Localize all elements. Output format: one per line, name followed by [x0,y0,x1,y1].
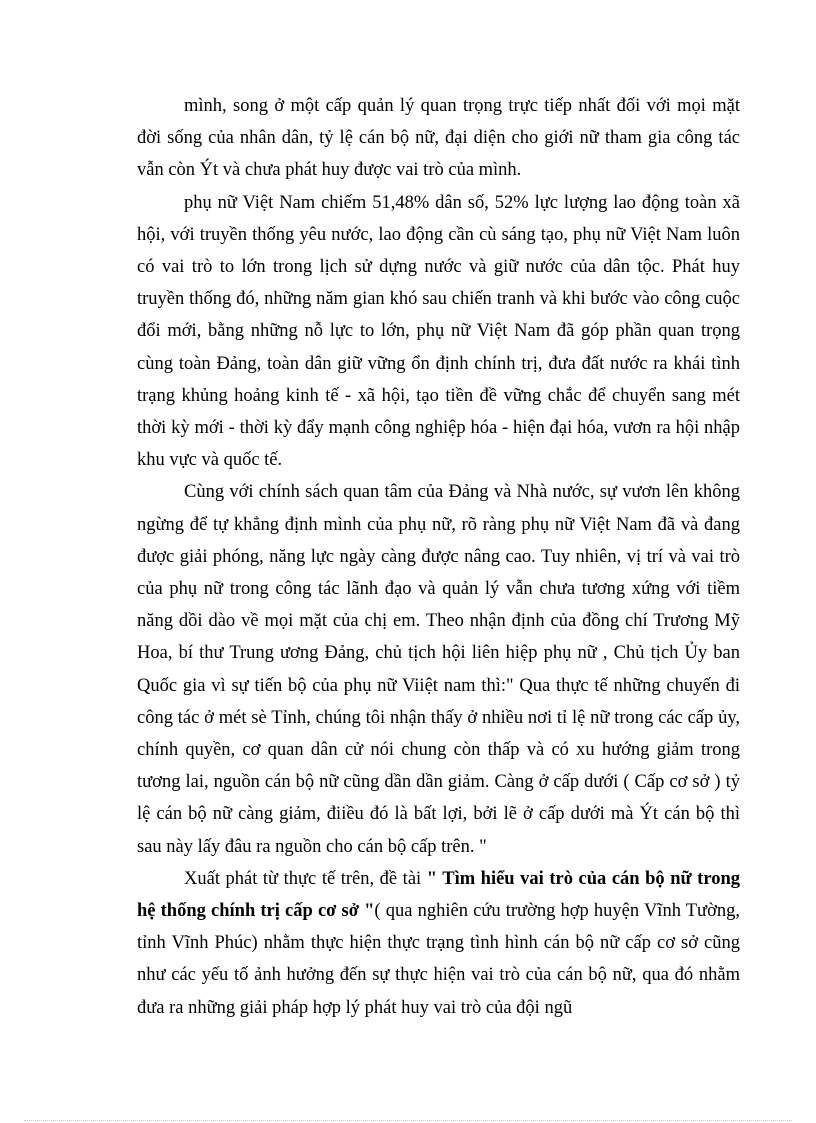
thesis-title: " Tìm hiểu vai trò của cán bộ nữ trong hệ thống chính trị cấp cơ sở " [137,868,740,922]
paragraph-4-lead: Xuất phát từ thực tế trên, đề tài [184,868,427,889]
paragraph-3: Cùng với chính sách quan tâm của Đảng và Nhà nước, sự vươn lên không ngừng để tự khẳng định mình của phụ nữ, rõ ràng phụ nữ Việt Nam đã và đang được giải phóng, năng lực ngày càng được nâng cao. Tuy nhiên, vị trí và vai trò của phụ nữ trong công tác lãnh đạo và quản lý vẫn chưa tương xứng với tiềm năng dồi dào về mọi mặt của chị em. Theo nhận định của đồng chí Trương Mỹ Hoa, bí thư Trung ương Đảng, chủ tịch hội liên hiệp phụ nữ , Chủ tịch Ủy ban Quốc gia vì sự tiến bộ của phụ nữ Viiệt nam thì:" Qua thực tế những chuyến đi công tác ở mét sè Tỉnh, chúng tôi nhận thấy ở nhiều nơi tỉ lệ nữ trong các cấp ủy, chính quyền, cơ quan dân cử nói chung còn thấp và có xu hướng giảm trong tương lai, nguồn cán bộ nữ cũng dần dần giảm. Càng ở cấp dưới ( Cấp cơ sở ) tỷ lệ cán bộ nữ càng giảm, điiều đó là bất lợi, bởi lẽ ở cấp dưới mà Ýt cán bộ thì sau này lấy đâu ra nguồn cho cán bộ cấp trên. " [137,482,740,857]
paragraph-4 [137,863,740,1024]
body-text [137,90,740,1024]
page-bottom-divider [24,1120,792,1121]
paragraph-1: mình, song ở một cấp quản lý quan trọng trực tiếp nhất đối với mọi mặt đời sống của nhân dân, tỷ lệ cán bộ nữ, đại diện cho giới nữ tham gia công tác vẫn còn Ýt và chưa phát huy được vai trò của mình. [137,96,740,181]
paragraph-2: phụ nữ Việt Nam chiếm 51,48% dân số, 52% lực lượng lao động toàn xã hội, với truyền thống yêu nước, lao động cần cù sáng tạo, phụ nữ Việt Nam luôn có vai trò to lớn trong lịch sử dựng nước và giữ nước của dân tộc. Phát huy truyền thống đó, những năm gian khó sau chiến tranh và khi bước vào công cuộc đổi mới, bằng những nỗ lực to lớn, phụ nữ Việt Nam đã góp phần quan trọng cùng toàn Đảng, toàn dân giữ vững ổn định chính trị, đưa đất nước ra khái tình trạng khủng hoảng kinh tế - xã hội, tạo tiền đề vững chắc để chuyển sang mét thời kỳ mới - thời kỳ đẩy mạnh công nghiệp hóa - hiện đại hóa, vươn ra hội nhập khu vực và quốc tế. [137,192,740,471]
paragraph-4-tail: ( qua nghiên cứu trường hợp huyện Vĩnh Tường, tỉnh Vĩnh Phúc) nhằm thực hiện thực trạng tình hình cán bộ nữ cấp cơ sở cũng như các yếu tố ảnh hưởng đến sự thực hiện vai trò của cán bộ nữ, qua đó nhằm đưa ra những giải pháp hợp lý phát huy vai trò của đội ngũ [137,901,740,1018]
